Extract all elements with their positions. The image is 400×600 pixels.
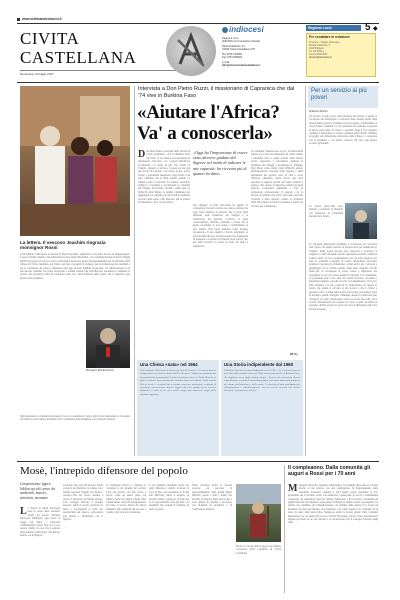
mose-body-5: Nelle catechesi estive la diocesi propone un percorso di approfondimento sulle grandi figure bibliche, aperto a tutti i fedeli. Gli incontri si tengono nelle parrocchie e sono guidati da biblisti e sacerdoti, con momenti di preghiera e di condivisione fraterna. xyxy=(192,484,232,511)
sidebar-headline: Per un servizio ai più poveri xyxy=(311,88,367,101)
photo-scene xyxy=(20,86,130,236)
bishop-caption: Monsignor Romano Rossi xyxy=(86,369,114,372)
letter-body-cont: Nel ringraziare la comunità diocesana il vescovo sottolinea il valore della carità missionaria e il legame che unisce le due Chiese, invitando tutti a continuare nella preghiera e nel sostegno fraterno. xyxy=(20,415,130,422)
sidebar-header-box xyxy=(308,86,378,108)
contact-block: Pagina a cura dell'Ufficio Comunicazioni Sociali Piazza Matteotti, 27 01033 Civita Castellana (VT) Tel. 0761.513650 Fax 0761.599922 e-mail: info@diocesicivitacastellana.it xyxy=(222,37,260,67)
region-tag: Regione Lazio xyxy=(306,25,361,31)
main-body-col-1: Don Pietro Ruzzi, sacerdote della diocesi di Civita Castellana, vive in Burkina Faso dal 1974. Ci racconta la sua esperienza di missionario, l'incontro con i popoli dell'Africa occidentale e il senso di una vita donata al Vangelo. Quando è arrivato, il paese era uno dei più poveri del mondo, con scarsa acqua, poche scuole e pochissimi dispensari. Oggi molte cose sono cambiate, ma le sfide restano grandi. La Chiesa locale è cresciuta, ha formato sacerdoti, religiosi e catechisti e accompagna le comunità nei villaggi. Don Pietro ricorda i primi anni, la difficoltà della lingua, le lunghe camminate per raggiungere le cappelle e la gioia dell'accoglienza ricevuta dalla gente. «Ho imparato più di quanto ho insegnato», dice con un sorriso. xyxy=(138,150,190,205)
main-kicker: Intervista a Don Pietro Ruzzi, il missionario di Capranica che dal '74 vive in Burkina Faso xyxy=(138,86,295,99)
column-divider-1 xyxy=(134,86,135,456)
main-signature: (R.V.) xyxy=(290,352,298,356)
birthday-dropcap: M xyxy=(288,484,298,494)
bottom-section-rule xyxy=(17,461,379,462)
dropcap: D xyxy=(138,150,146,160)
page-number-icon: ◆ xyxy=(373,26,378,32)
box-chiesa xyxy=(137,360,219,456)
sidebar-figure xyxy=(345,203,377,239)
masthead-date-rule xyxy=(20,70,190,71)
paper-title-line2: CASTELLANA xyxy=(20,48,137,67)
sidebar-byline: Di Enrico Bonini xyxy=(309,110,328,113)
main-body-col-2: Nel villaggio di Fada N'Gourma ha seguito la costruzione di pozzi, scuole e un centro sanitario che oggi serve migliaia di persone. Ma il cuore della missione resta l'annuncio del Vangelo e la formazione dei giovani. «L'Africa si aiuta conoscendola», afferma, «andando a vivere con la gente, ascoltando le loro storie e condividendo le loro fatiche. Non basta mandare soldi: bisogna incontrarsi.» Il suo appello è rivolto soprattutto ai giovani della diocesi, perché possano fare esperienze di missione e scoprire la ricchezza di un popolo che, pur nella povertà, sa vivere la fede con gioia e semplicità. xyxy=(193,204,248,248)
brand-name: indiocesi xyxy=(229,25,264,34)
bishop-photo xyxy=(86,320,130,368)
box-chiesa-body: Il 28 febbraio 1964 nasce la diocesi di Fada N'Gourma... La nuova diocesi comprendeva un vasto territorio nell'Est del paese, abitato prevalentemente da popolazioni gourmantché. I primi missionari furono i Padri Bianchi, ai quali si unirono successivamente sacerdoti diocesani italiani. Negli anni la Chiesa locale è cresciuta fino a contare numerose parrocchie, centinaia di catechisti e un seminario minore. Oggi la diocesi è guidata da un vescovo burkinabè e conta su un clero locale sempre più numeroso, segno della maturità raggiunta. xyxy=(140,369,216,396)
mose-artwork xyxy=(236,484,281,542)
letter-body: Il 26 febbraio 1964 nasce la diocesi di Fada N'Gourma, seguendo la scia della diocesi di Ouagadougou. L'opera di Pietro Ruzzi e dei missionari ha dato frutti abbondanti, con comunità fiorenti in molti villaggi dell'Est del paese. Il vescovo scrive a monsignor Rossi una lettera di ringraziamento per la vicinanza della Chiesa di Civita Castellana, per l'aiuto concreto ai progetti di sviluppo, per la formazione dei catechisti e per la costruzione di scuole e dispensari che oggi servono migliaia di persone. La collaborazione tra le due diocesi continua con visite reciproche e scambi fraterni che arricchiscono entrambe le comunità. Il ricordo dei sacerdoti partiti da Capranica resta vivo nella memoria della gente, che li ringrazia ogni giorno nella preghiera. xyxy=(20,253,130,280)
paper-title-line1: CIVITA xyxy=(20,29,80,48)
main-body-col-3: Le comunità cristiane sono vivaci, le celebrazioni durano ore e sono accompagnate da canti e danze. I catechisti sono la spina dorsale della Chiesa locale: preparano i catecumeni, guidano la preghiera nei villaggi e sostengono le famiglie. Don Pietro parla anche delle difficoltà attuali, dell'insicurezza crescente nella regione e delle migrazioni dei giovani verso le città e verso l'Europa. «Bisogna creare lavoro qui, dare speranza ai ragazzi, perché non siano costretti a partire». Per questo la missione sostiene progetti agricoli, cooperative femminili e corsi di formazione professionale. Il rapporto con la diocesi di origine resta forte: ogni anno arrivano volontari e aiuti concreti. «Sento la vicinanza della mia Chiesa di Civita Castellana e questo mi dà forza per continuare». xyxy=(251,150,303,208)
mose-body-4: Il suo esempio interpella anche noi oggi: difendere i deboli, ascoltare la voce di Dio, non arrendersi di fronte alle difficoltà. Mosè è modello di servizio umile e generoso, di fede che si fa responsabilità verso gli altri e di preghiera che sostiene il cammino di tutto il popolo. xyxy=(149,484,189,511)
missionary-photo xyxy=(20,86,130,236)
mose-body-3: La tradizione ebraica e cristiana lo considera il più grande dei profeti, colui che parlava con Dio faccia a faccia, come un amico parla con l'amico. Nella sua figura i Padri della Chiesa hanno visto una prefigurazione di Cristo, il nuovo Mosè che libera l'umanità dalla schiavitù del peccato e conduce alla vera terra promessa. xyxy=(106,484,146,515)
brand-icon xyxy=(222,27,228,33)
mose-headline: Mosè, l'intrepido difensore del popolo xyxy=(20,465,188,477)
birthday-headline: Il compleanno. Dalla comunità gli auguri a Rossi per i 70 anni xyxy=(288,465,371,478)
pull-quote: «Oggi ha l'impressione di essere stato davvero guidato dal Signore nel modo di indicare le mie capacità: ho ricevuto più di quanto ho dato» xyxy=(193,150,248,176)
masthead-icon xyxy=(17,18,20,21)
sidebar-body-1: Un servizio ai più poveri, nelle periferie del mondo: è questa la vocazione del missionario. I sacerdoti fidei donum partiti dalla diocesi hanno portato il Vangelo in terre lontane, condividendo la vita di intere comunità. La loro presenza ha permesso la nascita di nuove parrocchie, di scuole e ospedali. Oggi il loro esempio continua a interpellare le nostre comunità parrocchiali, chiamate ad aprirsi alla dimensione universale della Chiesa e a sostenere con la preghiera e con l'aiuto concreto chi vive ogni giorno accanto agli ultimi. xyxy=(309,115,377,146)
main-headline-1: «Aiutare l'Africa? xyxy=(137,102,280,123)
box-storia-title: Una Storia indipendente dal 1960 xyxy=(224,362,294,367)
mose-dropcap: L xyxy=(20,507,27,517)
column-divider-2 xyxy=(305,86,306,456)
letter-headline: La lettera. Il vescovo Joachim ringrazia monsignor Rossi xyxy=(20,240,106,251)
box-storia xyxy=(221,360,303,456)
column-divider-bottom xyxy=(284,465,285,593)
masthead-top-rule xyxy=(17,23,379,24)
info-box-body: Avvenire – Pagine diocesane Piazza Carbonari, 3 20125 Milano Tel. 02.6780.1 Fax 02.6780.483 diocesi@avvenire.it xyxy=(309,40,340,59)
bishop-figure xyxy=(86,320,130,368)
site-url[interactable]: www.settimanalediocesi.it xyxy=(22,17,62,21)
mose-body-6: Mosè e le tavole della Legge in un dipinto conservato nella cattedrale di Civita Castellana. xyxy=(236,545,281,555)
diocese-logo-mark xyxy=(166,26,216,76)
sidebar-body-3: La Giornata missionaria mondiale è l'occasione per ricordare tutti coloro che hanno lasciato la propria terra per annunciare il Vangelo. Nella nostra diocesi sono numerosi i sacerdoti, le religiose e i laici che hanno vissuto esperienze in Africa, America Latina e Asia. Le loro testimonianze sono un dono prezioso per tutta la comunità ecclesiale. Il Centro missionario diocesano promuove incontri di formazione, campi estivi per i giovani e gemellaggi con le Chiese sorelle. Ogni anno vengono raccolti fondi per la costruzione di pozzi, scuole e dispensari, ma soprattutto si cerca di creare legami di amicizia e di comunione. «La missione non è solo dare, ma anche ricevere», ricordano i missionari rientrati, «perché i poveri ci evangelizzano con la loro fede semplice e la loro capacità di condivisione». È questo lo spirito che anima il servizio ai più poveri e che ci invita a guardare oltre i confini delle nostre parrocchie, per sentirci parte di un'unica grande famiglia. Chiunque desideri collaborare può rivolgersi al Centro missionario presso la Curia vescovile, dove troverà informazioni sui progetti in corso e sulle modalità di sostegno. Anche un piccolo gesto può fare la differenza nella vita di tante persone. xyxy=(309,243,377,311)
contact-info-box xyxy=(306,33,376,77)
mose-body-1: La figura di Mosè attraversa tutta la storia della salvezza. Guida del popolo d'Israele nell'esodo dall'Egitto, egli riceve la Legge sul Sinai e intercede continuamente presso Dio per il suo popolo ribelle. La sua vita è segnata dalla fedeltà e dalla fatica, dal dialogo intimo con il Signore. xyxy=(20,507,60,538)
box-storia-body: Il Burkina Faso ha ottenuto l'indipendenza nel 1960... L'ex colonia francese dell'Alto Volta cambiò nome nel 1984, assumendo quello di Burkina Faso, che significa «terra degli uomini integri». Il paese ha conosciuto diversi colpi di stato e periodi di instabilità politica, ma anche importanti progressi nel campo dell'istruzione e della sanità. L'economia si basa principalmente sull'agricoltura e sull'allevamento, con la recente crescita del settore minerario, in particolare dell'oro. xyxy=(224,369,300,393)
diocese-logo xyxy=(166,26,216,76)
info-box-title: Per contattare la redazione xyxy=(309,35,350,39)
sidebar-body-2: Le nostre parrocchie sono invitate a sostenere le missioni con iniziative di solidarietà durante tutto l'anno. xyxy=(309,205,343,219)
issue-date: Domenica, 23 luglio 2017 xyxy=(20,72,54,76)
sidebar-photo xyxy=(345,203,377,239)
birthday-body: Monsignor Rossi ha compiuto settant'anni e la comunità diocesana si è stretta attorno al suo pastore con una celebrazione di ringraziamento nella cattedrale. Sacerdoti, religiosi e laici hanno voluto esprimere la loro gratitudine per il servizio svolto con dedizione e generosità. Il vescovo, visibilmente commosso, ha ringraziato tutti per l'affetto dimostrato e ha ricordato i momenti più significativi del suo ministero episcopale, invitando la Chiesa locale a proseguire con slancio nel cammino di evangelizzazione. Al termine della messa si è svolto un momento di festa nel chiostro del seminario, con canti, auguri e la consegna di un dono da parte delle parrocchie. Numerose anche le lettere giunte dalle comunità missionarie, tra cui quella del vescovo di Fada N'Gourma, che ha voluto sottolineare il legame profondo tra le due diocesi e la riconoscenza per il sostegno ricevuto negli anni. xyxy=(288,484,378,525)
masthead-bottom-rule xyxy=(17,82,379,83)
main-headline-2: Va' a conoscerla» xyxy=(137,123,273,144)
mose-painting xyxy=(236,484,281,542)
mose-body-2: Cresciuto alla corte del faraone, Mosè scopre la sua identità e si schiera con i fratelli oppressi. Fuggito nel deserto, incontra Dio nel roveto ardente e riceve la missione di liberare Israele. Con coraggio affronta il potente sovrano, guida il popolo attraverso il mare e accompagna le tribù per quarant'anni nel deserto, educandole alla libertà e all'alleanza con il Signore. xyxy=(63,484,103,522)
page-number: 5 xyxy=(365,22,371,33)
box-chiesa-title: Una Chiesa «nata» nel 1964 xyxy=(140,362,198,367)
mose-standfirst: Comprensione figura biblica accolti, amor dei medievali, martiri, sinistrati, incantare xyxy=(20,482,56,500)
